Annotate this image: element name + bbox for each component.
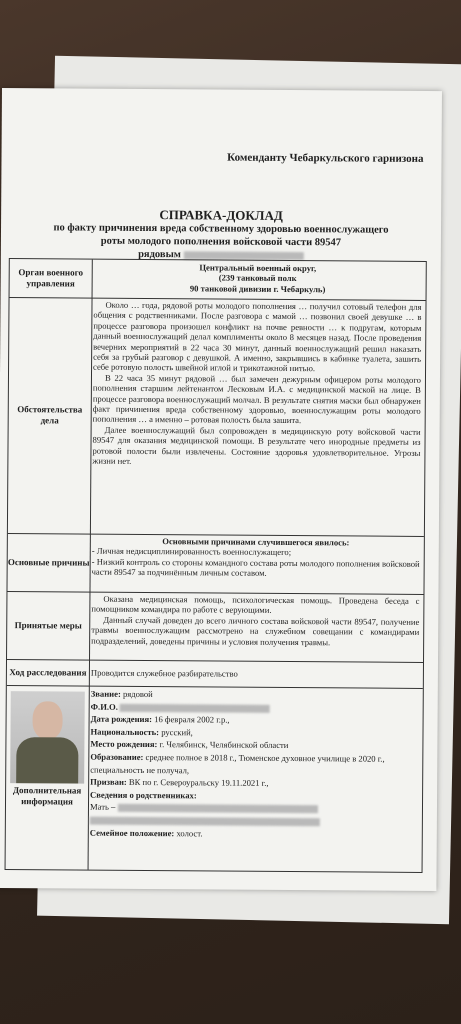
photo-head: [32, 701, 62, 739]
row-additional: [6, 685, 423, 872]
education-label: Образование:: [90, 751, 144, 762]
label-investigation: Ход расследования: [7, 659, 90, 686]
circumstances-paragraph-1: Около … года, рядовой роты молодого пополнения … получил сотовый телефон для общения с родственниками. После разговора с мамой … позвонил своей девушке … в процессе разговора произошел конфликт на почве ревности … к подругам, которым данный военнослужащий делал комплименты около 8 месяцев назад. После проведения вечерних мероприятий в 22 часа 30 минут, данный военнослужащий решил наказать себя за грубый разговор с девушкой. А именно, закрывшись в кабинке туалета, зашить себе ротовую полость швейной иглой и трикотажной нитью.: [93, 299, 422, 374]
cell-causes: [92, 536, 420, 592]
education-value: среднее полное в 2018 г., Тюменское духовное училище в 2020 г., специальность не получал,: [90, 751, 385, 775]
marital-label: Семейное положение:: [89, 827, 175, 838]
document-subtitle: [1, 221, 441, 263]
redacted-mother: [117, 804, 317, 813]
cell-additional: [90, 688, 419, 870]
label-circumstances: Обстоятельства дела: [8, 297, 93, 534]
draft-value: ВК по г. Североуральску 19.11.2021 г.,: [126, 777, 269, 789]
label-measures: Принятые меры: [7, 591, 90, 660]
subtitle-line-2: роты молодого пополнения войсковой части 89547: [100, 235, 342, 249]
cell-organ: [94, 262, 422, 298]
circumstances-paragraph-3: Далее военнослужащий был сопровожден в медицинскую роту войсковой части 89547 для оказания медицинской помощи. В результате чего инородные предметы из ротовой полости были извлечены. Состояние здоровья удовлетворительное. Угрозы жизни нет.: [92, 424, 421, 467]
nationality-label: Национальность:: [90, 726, 160, 737]
fio-label: Ф.И.О.: [90, 701, 118, 712]
additional-left-column: [6, 685, 90, 870]
row-circumstances: [8, 297, 426, 537]
row-organ: [10, 259, 426, 301]
subtitle-rank: рядовым: [138, 248, 181, 261]
redacted-name: [184, 251, 304, 260]
dob-label: Дата рождения:: [90, 713, 153, 725]
addressee: Коменданту Чебаркульского гарнизона: [227, 151, 424, 165]
cell-circumstances: [92, 300, 422, 534]
measures-paragraph-1: Оказана медицинская помощь, психологическая помощь. Проведена беседа с помощником командира по работе с верующими.: [91, 593, 420, 616]
photo-body: [16, 737, 78, 783]
rank-value: рядовой: [120, 688, 153, 700]
organ-line-1: Центральный военный округ,: [199, 262, 317, 274]
birthplace-value: г. Челябинск, Челябинской области: [157, 739, 289, 751]
organ-line-2: (239 танковый полк: [218, 272, 297, 284]
redacted-fio: [120, 703, 270, 712]
label-causes: Основные причины: [7, 533, 90, 592]
measures-paragraph-2: Данный случай доведен до всего личного состава войсковой части 89547, получение травмы военнослужащим рассмотрено на служебном совещании с командирами подразделений, доведены причины и условия получения травмы.: [91, 614, 420, 647]
subtitle-line-1: по факту причинения вреда собственному здоровью военнослужащего: [53, 222, 389, 236]
label-additional: Дополнительная информация: [12, 785, 82, 807]
nationality-value: русский,: [159, 726, 193, 738]
label-organ: Орган военного управления: [10, 259, 93, 298]
investigation-text: Проводится служебное разбирательство: [90, 667, 238, 679]
document-title: СПРАВКА-ДОКЛАД: [159, 207, 283, 223]
marital-value: холост.: [174, 827, 203, 838]
cell-measures: [91, 594, 419, 660]
row-measures: [7, 591, 423, 663]
row-causes: [7, 533, 423, 595]
dob-value: 16 февраля 2002 г.р.,: [151, 714, 230, 725]
rank-label: Звание:: [90, 688, 121, 699]
relatives-label: Сведения о родственниках:: [90, 789, 197, 801]
causes-item-2: - Низкий контроль со стороны командного состава роты молодого пополнения войсковой части 89547 за подчинённым личным составом.: [91, 556, 420, 579]
row-investigation: [7, 659, 423, 689]
birthplace-label: Место рождения:: [90, 739, 158, 750]
soldier-photo: [10, 691, 85, 784]
cell-investigation: [91, 668, 419, 686]
organ-line-3: 90 танковой дивизии г. Чебаркуль): [189, 283, 326, 295]
redacted-relative: [90, 817, 320, 827]
circumstances-paragraph-2: В 22 часа 35 минут рядовой … был замечен дежурным офицером роты молодого пополнения старшим лейтенантом Лесковым И.А. с медицинской маской на лице. В процессе разговора военнослужащий молчал. В результате снятия маски был обнаружен факт причинения вреда собственному здоровью, военнослужащим роты молодого пополнения … а именно – ротовая полость была зашита.: [92, 372, 422, 426]
document-page: [0, 88, 442, 891]
causes-item-1: - Личная недисциплинированность военнослужащего;: [91, 546, 292, 558]
draft-label: Призван:: [90, 776, 127, 788]
causes-heading: Основными причинами случившегося явилось:: [162, 536, 350, 548]
report-table: [5, 258, 427, 873]
relatives-mother: Мать –: [89, 801, 116, 813]
